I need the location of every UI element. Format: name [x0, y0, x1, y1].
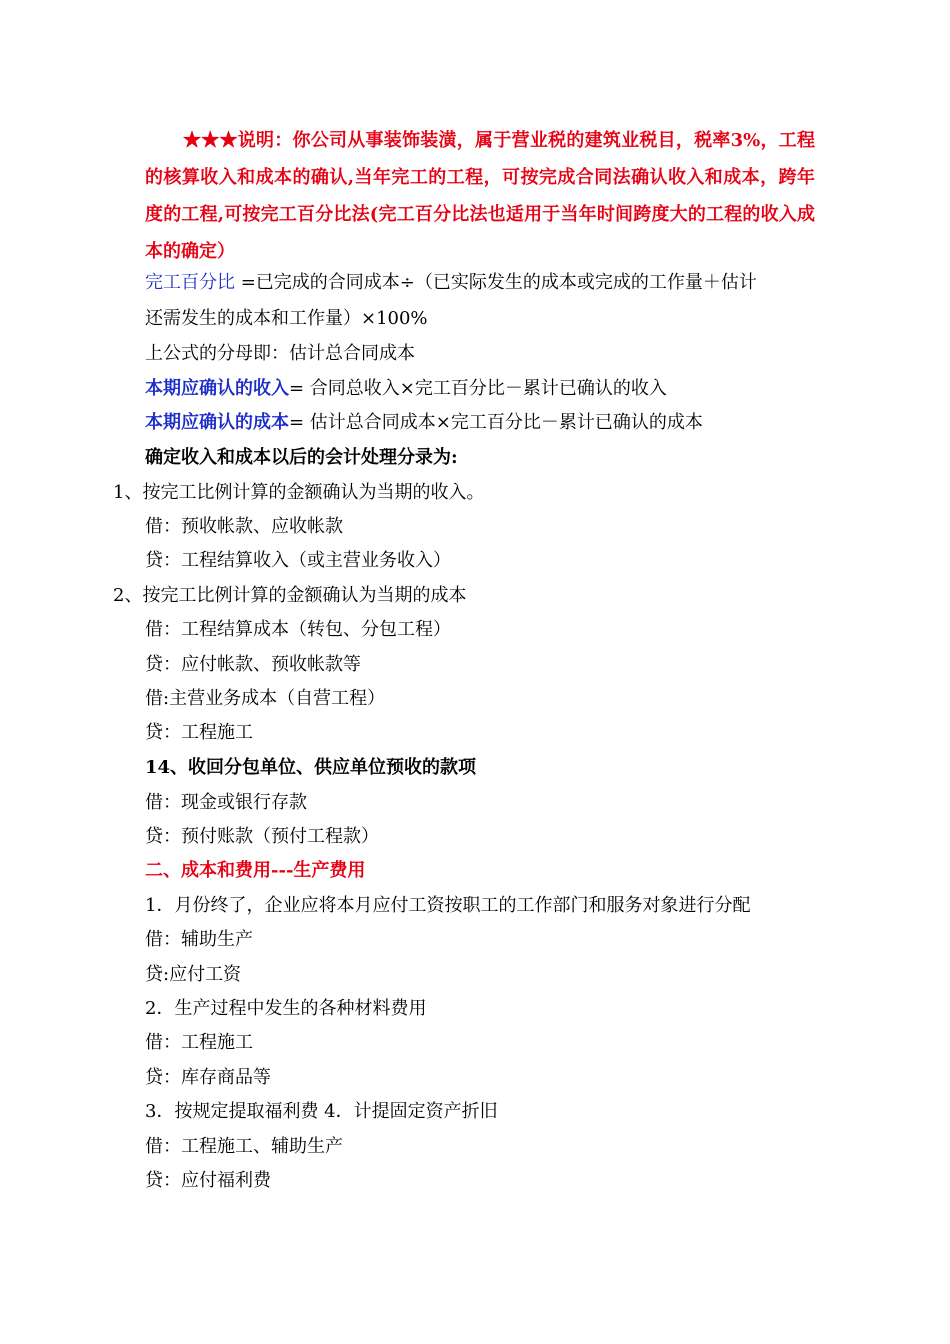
section2-step1-credit: 贷:应付工资	[145, 964, 242, 985]
section2-heading: 二、成本和费用---生产费用	[145, 860, 366, 881]
item2-credit2: 贷：工程施工	[145, 722, 253, 743]
revenue-term: 本期应确认的收入	[145, 378, 289, 399]
item2-title: 2、按完工比例计算的金额确认为当期的成本	[113, 585, 467, 606]
item1-credit: 贷：工程结算收入（或主营业务收入）	[145, 550, 451, 571]
item1-debit: 借：预收帐款、应收帐款	[145, 516, 343, 537]
cost-term: 本期应确认的成本	[145, 412, 289, 433]
item2-credit1: 贷：应付帐款、预收帐款等	[145, 654, 361, 675]
percent-term: 完工百分比	[145, 272, 235, 293]
section2-step2-debit: 借：工程施工	[145, 1032, 253, 1053]
cost-formula	[145, 410, 703, 436]
section2-step3-credit: 贷：应付福利费	[145, 1170, 271, 1191]
item1-title: 1、按完工比例计算的金额确认为当期的收入。	[113, 482, 485, 503]
revenue-formula	[145, 376, 667, 402]
section2-step2: 2．生产过程中发生的各种材料费用	[145, 998, 427, 1019]
item14-debit: 借：现金或银行存款	[145, 792, 307, 813]
intro-text: ★★★说明：你公司从事装饰装潢，属于营业税的建筑业税目，税率3%，工程的核算收入和成本的确认,当年完工的工程，可按完成合同法确认收入和成本，跨年度的工程,可按完工百分比法(完工百分比法也适用于当年时间跨度大的工程的收入成本的确定）	[145, 130, 815, 262]
percent-formula-text: =已完成的合同成本÷（已实际发生的成本或完成的工作量＋估计	[235, 272, 757, 293]
item2-debit2: 借:主营业务成本（自营工程）	[145, 688, 386, 709]
section2-step3: 3．按规定提取福利费 4．计提固定资产折旧	[145, 1101, 498, 1122]
percent-formula-line2: 还需发生的成本和工作量）×100%	[145, 308, 428, 329]
percent-formula-line1	[145, 270, 757, 296]
cost-formula-text: = 估计总合同成本×完工百分比－累计已确认的成本	[289, 412, 703, 433]
intro-paragraph	[145, 122, 815, 270]
section2-step2-credit: 贷：库存商品等	[145, 1067, 271, 1088]
section2-step1-debit: 借：辅助生产	[145, 929, 253, 950]
section2-step1: 1．月份终了，企业应将本月应付工资按职工的工作部门和服务对象进行分配	[145, 895, 751, 916]
denominator-note: 上公式的分母即：估计总合同成本	[145, 343, 415, 364]
item14-title: 14、收回分包单位、供应单位预收的款项	[145, 757, 477, 778]
entries-heading: 确定收入和成本以后的会计处理分录为:	[145, 447, 458, 468]
section2-step3-debit: 借：工程施工、辅助生产	[145, 1136, 343, 1157]
item14-credit: 贷：预付账款（预付工程款）	[145, 826, 379, 847]
revenue-formula-text: = 合同总收入×完工百分比－累计已确认的收入	[289, 378, 667, 399]
item2-debit1: 借：工程结算成本（转包、分包工程）	[145, 619, 451, 640]
